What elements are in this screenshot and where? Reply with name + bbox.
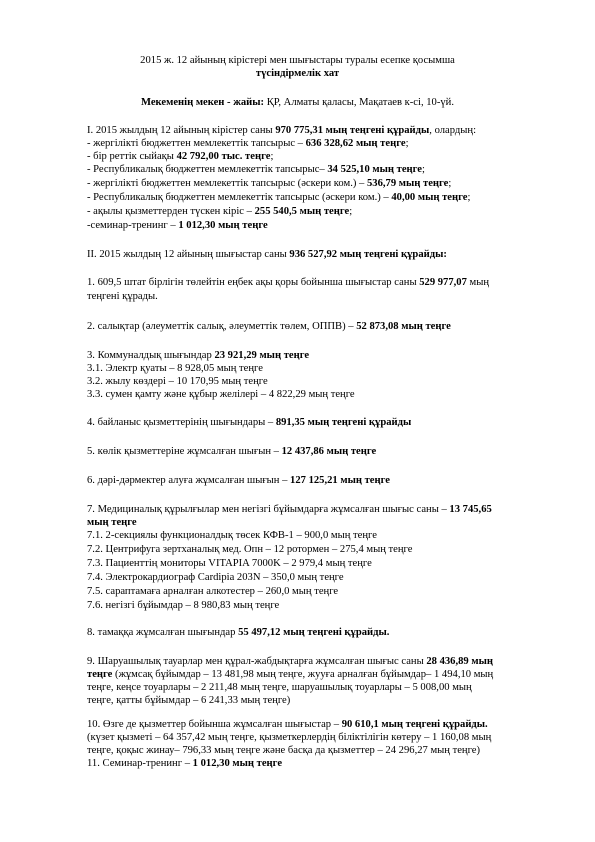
expense-item-10: 10. Өзге де қызметтер бойынша жұмсалған шығыстар – 90 610,1 мың теңгені құрайды.	[87, 719, 488, 730]
income-item: - бір реттік сыйақы 42 792,00 тыс. теңге;	[87, 151, 274, 162]
expense-subitem: 3.3. сумен қамту және құбыр желілері – 4 822,29 мың теңге	[87, 389, 355, 400]
expense-item-1-cont: теңгені құрады.	[87, 291, 158, 302]
expense-item-7-cont: мың теңге	[87, 517, 137, 528]
income-item: -семинар-тренинг – 1 012,30 мың теңге	[87, 220, 268, 231]
expense-item-9-cont: теңге, кеңсе тоуарлары – 2 211,48 мың теңге, шаруашылық тоуарлары – 5 008,00 мың	[87, 682, 472, 693]
title-line-1: 2015 ж. 12 айының кірістері мен шығыстары туралы есепке қосымша	[140, 55, 455, 66]
expense-item-3: 3. Коммуналдық шығындар 23 921,29 мың теңге	[87, 350, 310, 361]
expense-subitem: 7.5. сараптамаға арналған алкотестер – 260,0 мың теңге	[87, 586, 339, 597]
expense-subitem: 7.4. Электрокардиограф Cardipia 203N – 350,0 мың теңге	[87, 572, 344, 583]
expense-item-9-cont: теңге, қатты бұйымдар – 6 241,33 мың теңге)	[87, 695, 291, 706]
expense-subitem: 7.6. негізгі бұйымдар – 8 980,83 мың теңге	[87, 600, 280, 611]
address-line	[0, 97, 595, 110]
expense-subitem: 7.1. 2-секциялы функционалдық төсек КФВ-1 – 900,0 мың теңге	[87, 530, 377, 541]
expense-subitem: 7.2. Центрифуга зертханалық мед. Опн – 12 ротормен – 275,4 мың теңге	[87, 544, 413, 555]
income-item: - Республикалық бюджеттен мемлекеттік тапсырыс (әскери ком.) – 40,00 мың теңге;	[87, 192, 471, 203]
address-label: Мекеменің мекен - жайы:	[141, 97, 265, 108]
income-item: - жергілікті бюджеттен мемлекеттік тапсырыс (әскери ком.) – 536,79 мың теңге;	[87, 178, 452, 189]
expense-item-7: 7. Медициналық құрылғылар мен негізгі бұйымдарға жұмсалған шығыс саны – 13 745,65	[87, 504, 492, 515]
expense-subitem: 7.3. Пациенттің мониторы VITAPIA 7000K – 2 979,4 мың теңге	[87, 558, 372, 569]
expenses-heading: II. 2015 жылдың 12 айының шығыстар саны 936 527,92 мың теңгені құрайды:	[87, 249, 447, 260]
income-item: - жергілікті бюджеттен мемлекеттік тапсырыс – 636 328,62 мың теңге;	[87, 138, 409, 149]
document-subtitle	[0, 68, 595, 81]
expense-item-10-cont: теңге, қоқыс жинау– 796,33 мың теңге және басқа да қызметтер – 24 296,27 мың теңге)	[87, 745, 481, 756]
expense-item-9: 9. Шаруашылық тауарлар мен құрал-жабдықтарға жұмсалған шығыс саны 28 436,89 мың	[87, 656, 493, 667]
expense-item-8: 8. тамаққа жұмсалған шығындар 55 497,12 мың теңгені құрайды.	[87, 627, 390, 638]
expense-item-5: 5. көлік қызметтеріне жұмсалған шығын – 12 437,86 мың теңге	[87, 446, 377, 457]
expense-item-10-cont: (күзет қызметі – 64 357,42 мың теңге, қызметкерлердің біліктілігін көтеру – 1 160,08 мың	[87, 732, 492, 743]
document-title	[0, 55, 595, 68]
income-item: - ақылы қызметтерден түскен кіріс – 255 540,5 мың теңге;	[87, 206, 353, 217]
address-value: ҚР, Алматы қаласы, Мақатаев к-сі, 10-үй.	[264, 97, 454, 108]
expense-subitem: 3.2. жылу көздері – 10 170,95 мың теңге	[87, 376, 268, 387]
expense-item-11: 11. Семинар-тренинг – 1 012,30 мың теңге	[87, 758, 283, 769]
title-line-2: түсіндірмелік хат	[255, 68, 340, 79]
expense-item-9-cont: теңге (жұмсақ бұйымдар – 13 481,98 мың теңге, жууға арналған бұйымдар– 1 494,10 мың	[87, 669, 494, 680]
expense-item-2: 2. салықтар (әлеуметтік салық, әлеуметтік төлем, ОППВ) – 52 873,08 мың теңге	[87, 321, 451, 332]
expense-item-6: 6. дәрі-дәрмектер алуға жұмсалған шығын – 127 125,21 мың теңге	[87, 475, 390, 486]
expense-item-4: 4. байланыс қызметтерінің шығындары – 891,35 мың теңгені құрайды	[87, 417, 412, 428]
income-heading: I. 2015 жылдың 12 айының кірістер саны 970 775,31 мың теңгені құрайды, олардың:	[87, 125, 477, 136]
income-item: - Республикалық бюджеттен мемлекеттік тапсырыс– 34 525,10 мың теңге;	[87, 164, 425, 175]
expense-item-1: 1. 609,5 штат бірлігін төлейтін еңбек ақы қоры бойынша шығыстар саны 529 977,07 мың	[87, 277, 490, 288]
expense-subitem: 3.1. Электр қуаты – 8 928,05 мың теңге	[87, 363, 263, 374]
